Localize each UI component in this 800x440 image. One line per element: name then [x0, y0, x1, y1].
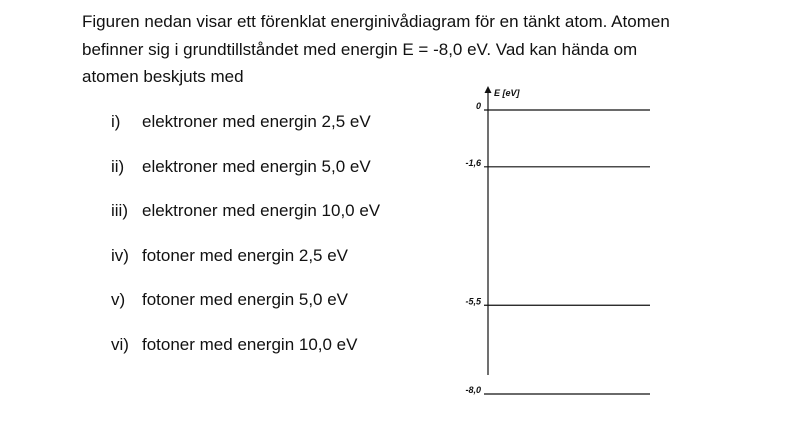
- axis-arrowhead: [485, 86, 492, 93]
- question-line: Figuren nedan visar ett förenklat energinivådiagram för en tänkt atom. Atomen: [82, 12, 670, 31]
- energy-level-label: -1,6: [465, 157, 481, 168]
- energy-level-diagram: [440, 80, 670, 395]
- option-item: [111, 108, 380, 153]
- axis-label: E [eV]: [494, 88, 520, 98]
- option-item: [111, 331, 380, 376]
- option-text: elektroner med energin 10,0 eV: [142, 201, 381, 220]
- energy-level-label: -5,5: [465, 296, 481, 307]
- option-number: i): [111, 112, 121, 131]
- question-line: atomen beskjuts med: [82, 67, 244, 86]
- option-number: iv): [111, 245, 129, 265]
- option-text: fotoner med energin 5,0 eV: [142, 290, 349, 309]
- option-number: v): [111, 290, 126, 309]
- option-text: elektroner med energin 2,5 eV: [142, 112, 371, 131]
- option-item: [111, 153, 380, 198]
- option-item: [111, 197, 380, 242]
- option-item: [111, 286, 380, 331]
- option-item: [111, 242, 380, 287]
- option-text: fotoner med energin 2,5 eV: [142, 245, 349, 265]
- energy-levels: [465, 101, 650, 395]
- option-list: [111, 108, 380, 375]
- option-text: elektroner med energin 5,0 eV: [142, 156, 371, 176]
- option-number: iii): [111, 201, 128, 220]
- option-text: fotoner med energin 10,0 eV: [142, 334, 358, 354]
- energy-level-label: -8,0: [465, 385, 481, 395]
- question-text: [82, 8, 762, 91]
- question-line: befinner sig i grundtillståndet med energin E = -8,0 eV. Vad kan hända om: [82, 39, 638, 59]
- option-number: ii): [111, 156, 125, 176]
- energy-level-label: 0: [475, 101, 481, 111]
- option-number: vi): [111, 334, 129, 354]
